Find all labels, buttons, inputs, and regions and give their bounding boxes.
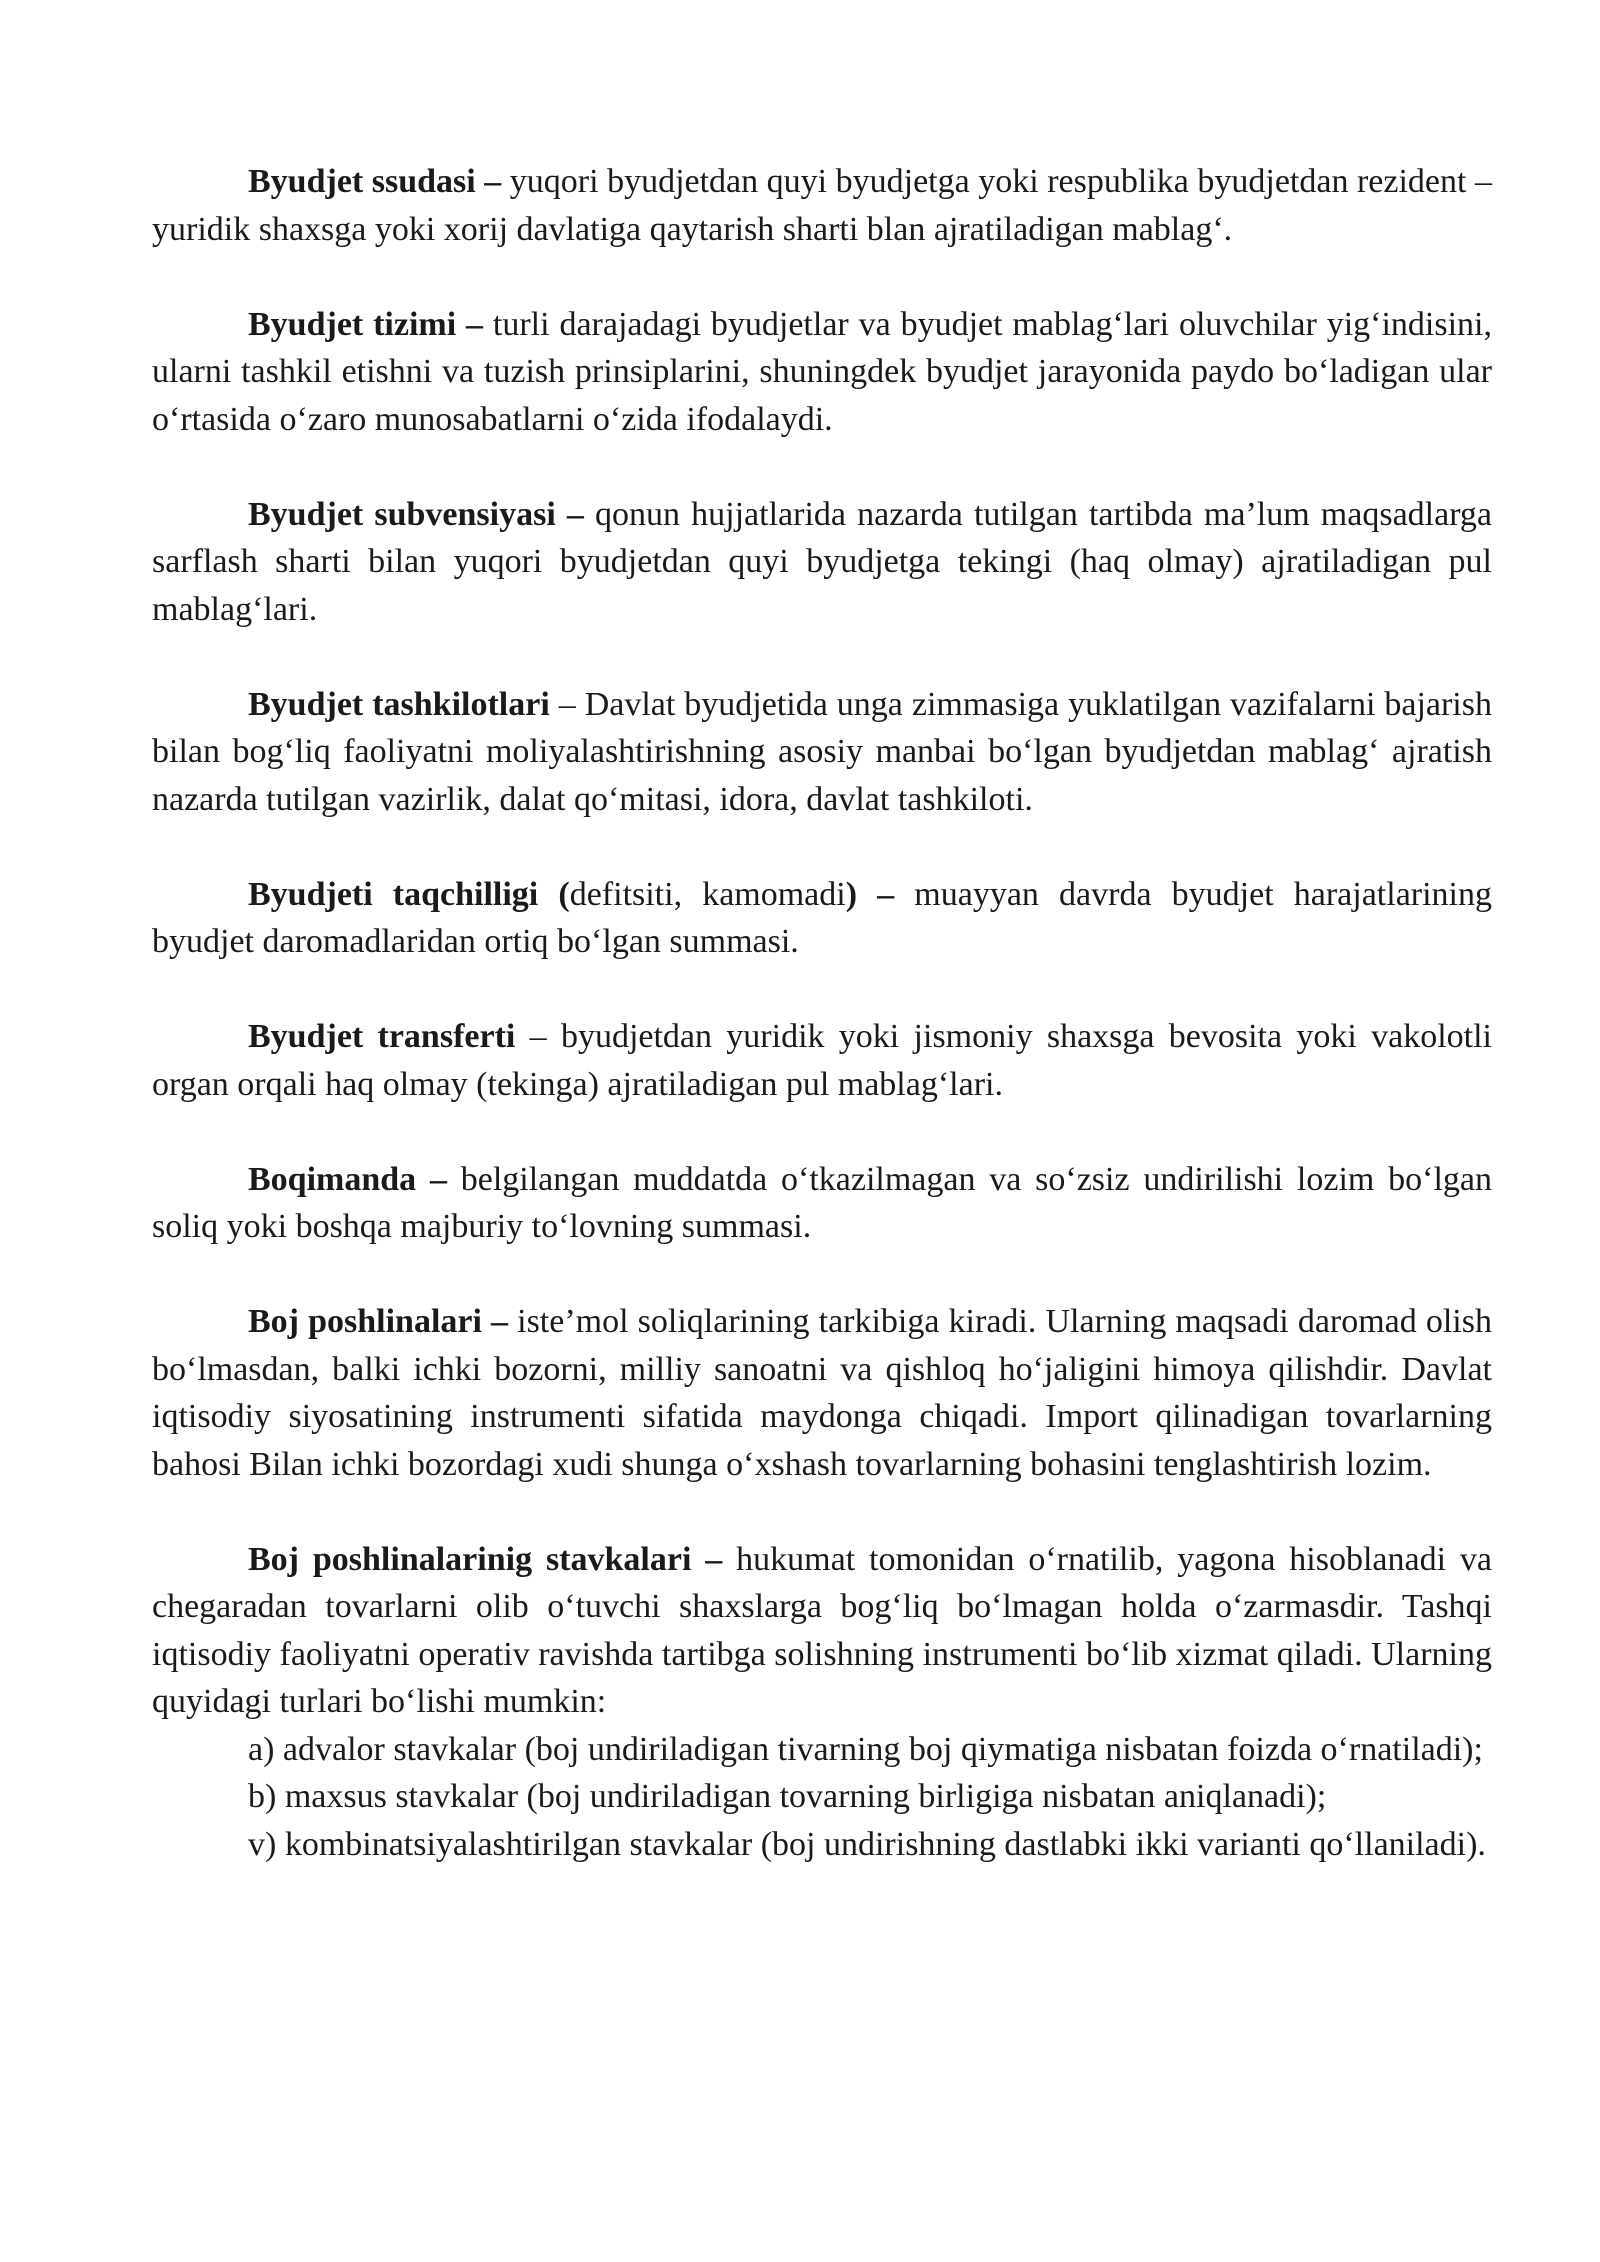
entry-definition: iste’mol soliqlarining tarkibiga kiradi. Ularning maqsadi daromad olish bo‘lmasdan, balki ichki bozorni, milliy sanoatni va qishloq ho‘jaligini himoya qilishdir. Davlat iqtisodiy siyosatining instrumenti sifatida maydonga chiqadi. Import qilinadigan tovarlarning bahosi Bilan ichki bozordagi xudi shunga o‘xshash tovarlarning bohasini tenglashtirish lozim. bbox=[152, 1303, 1492, 1483]
glossary-entry-byudjet-ssudasi bbox=[152, 158, 1492, 253]
glossary-entry-byudjet-tashkilotlari bbox=[152, 681, 1492, 824]
glossary-entry-boqimanda bbox=[152, 1156, 1492, 1251]
entry-definition: yuqori byudjetdan quyi byudjetga yoki respublika byudjetdan rezident – yuridik shaxsga yoki xorij davlatiga qaytarish sharti blan ajratiladigan mablag‘. bbox=[152, 163, 1492, 248]
entry-term: Byudjet transferti bbox=[248, 1018, 516, 1055]
entry-term: Boj poshlinalarinig stavkalari – bbox=[248, 1540, 723, 1578]
entry-term: Byudjeti taqchilligi ( bbox=[248, 875, 570, 913]
entry-definition: hukumat tomonidan o‘rnatilib, yagona hisoblanadi va chegaradan tovarlarni olib o‘tuvchi shaxslarga bog‘liq bo‘lmagan holda o‘zarmasdir. Tashqi iqtisodiy faoliyatni operativ ravishda tartibga solishning instrumenti bo‘lib xizmat qiladi. Ularning quyidagi turlari bo‘lishi mumkin: bbox=[152, 1540, 1492, 1720]
list-item-kombinatsiyalashtirilgan: v) kombinatsiyalashtirilgan stavkalar (boj undirishning dastlabki ikki varianti qo‘llaniladi). bbox=[248, 1825, 1486, 1863]
list-item-advalor: a) advalor stavkalar (boj undiriladigan tivarning boj qiymatiga nisbatan foizda o‘rnatiladi); bbox=[248, 1730, 1483, 1768]
entry-term: Byudjet subvensiyasi – bbox=[248, 495, 584, 533]
glossary-entry-byudjeti-taqchilligi bbox=[152, 871, 1492, 966]
glossary-entry-boj-poshlinalari bbox=[152, 1298, 1492, 1488]
entry-term-close: ) – bbox=[845, 875, 895, 913]
entry-definition: qonun hujjatlarida nazarda tutilgan tartibda ma’lum maqsadlarga sarflash sharti bilan yuqori byudjetdan quyi byudjetga tekingi (haq olmay) ajratiladigan pul mablag‘lari. bbox=[152, 495, 1492, 628]
document-page bbox=[152, 158, 1492, 1868]
entry-term: Byudjet ssudasi – bbox=[248, 163, 502, 200]
entry-definition: turli darajadagi byudjetlar va byudjet mablag‘lari oluvchilar yig‘indisini, ularni tashkil etishni va tuzish prinsiplarini, shuningdek byudjet jarayonida paydo bo‘ladigan ular o‘rtasida o‘zaro munosabatlarni o‘zida ifodalaydi. bbox=[152, 305, 1492, 438]
entry-term: Byudjet tashkilotlari bbox=[248, 685, 550, 723]
glossary-entry-byudjet-tizimi bbox=[152, 301, 1492, 444]
entry-term: Byudjet tizimi – bbox=[248, 305, 484, 343]
entry-term: Boj poshlinalari – bbox=[248, 1303, 509, 1340]
entry-definition: – Davlat byudjetida unga zimmasiga yuklatilgan vazifalarni bajarish bilan bog‘liq faoliyatni moliyalashtirishning asosiy manbai bo‘lgan byudjetdan mablag‘ ajratish nazarda tutilgan vazirlik, dalat qo‘mitasi, idora, davlat tashkiloti. bbox=[152, 685, 1492, 818]
glossary-entry-boj-poshlinalarinig-stavkalari bbox=[152, 1536, 1492, 1726]
entry-definition: belgilangan muddatda o‘tkazilmagan va so‘zsiz undirilishi lozim bo‘lgan soliq yoki boshqa majburiy to‘lovning summasi. bbox=[152, 1160, 1492, 1245]
entry-term: Boqimanda – bbox=[248, 1160, 447, 1198]
entry-term-parenthetical: defitsiti, kamomadi bbox=[569, 875, 846, 913]
glossary-entry-byudjet-subvensiyasi bbox=[152, 491, 1492, 634]
list-item-maxsus: b) maxsus stavkalar (boj undiriladigan tovarning birligiga nisbatan aniqlanadi); bbox=[248, 1778, 1327, 1815]
entry-definition: – byudjetdan yuridik yoki jismoniy shaxsga bevosita yoki vakolotli organ orqali haq olmay (tekinga) ajratiladigan pul mablag‘lari. bbox=[152, 1018, 1492, 1103]
glossary-entry-byudjet-transferti bbox=[152, 1013, 1492, 1108]
entry-definition: muayyan davrda byudjet harajatlarining byudjet daromadlaridan ortiq bo‘lgan summasi. bbox=[152, 875, 1492, 960]
